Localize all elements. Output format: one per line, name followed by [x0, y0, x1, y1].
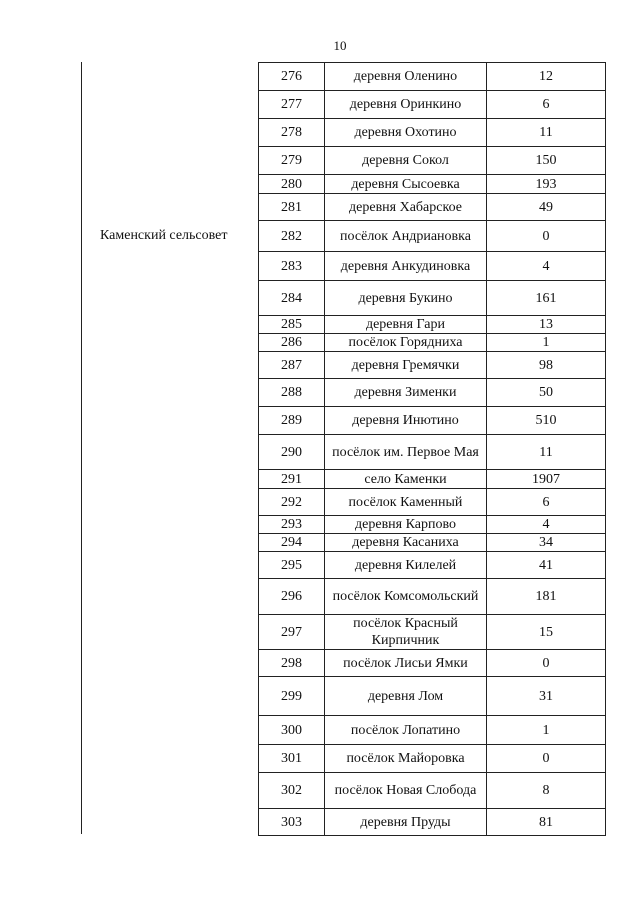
- table-row: [259, 773, 606, 809]
- population-cell: 12: [487, 63, 606, 91]
- row-number-cell: 299: [259, 677, 325, 716]
- population-cell: 31: [487, 677, 606, 716]
- table-row: [259, 194, 606, 221]
- row-number-cell: 284: [259, 281, 325, 316]
- table-row: [259, 175, 606, 194]
- settlement-name-cell: деревня Килелей: [325, 552, 487, 579]
- row-number-cell: 285: [259, 316, 325, 334]
- row-number-cell: 282: [259, 221, 325, 252]
- left-column-border: [81, 62, 82, 834]
- population-cell: 41: [487, 552, 606, 579]
- row-number-cell: 287: [259, 352, 325, 379]
- population-cell: 1: [487, 334, 606, 352]
- table-row: [259, 63, 606, 91]
- table-row: [259, 745, 606, 773]
- settlement-name-cell: деревня Хабарское: [325, 194, 487, 221]
- settlement-name-cell: деревня Охотино: [325, 119, 487, 147]
- settlement-name-cell: посёлок Горядниха: [325, 334, 487, 352]
- settlement-name-cell: деревня Букино: [325, 281, 487, 316]
- population-cell: 11: [487, 119, 606, 147]
- settlement-name-cell: деревня Пруды: [325, 809, 487, 836]
- settlement-name-cell: деревня Анкудиновка: [325, 252, 487, 281]
- population-cell: 4: [487, 252, 606, 281]
- population-cell: 98: [487, 352, 606, 379]
- table-row: [259, 809, 606, 836]
- row-number-cell: 276: [259, 63, 325, 91]
- page-number: 10: [333, 38, 347, 53]
- table-row: [259, 147, 606, 175]
- row-number-cell: 288: [259, 379, 325, 407]
- settlement-name-cell: деревня Лом: [325, 677, 487, 716]
- row-number-cell: 286: [259, 334, 325, 352]
- row-number-cell: 294: [259, 534, 325, 552]
- table-row: [259, 316, 606, 334]
- settlement-name-cell: посёлок Андриановка: [325, 221, 487, 252]
- row-number-cell: 298: [259, 650, 325, 677]
- settlement-name-cell: деревня Сокол: [325, 147, 487, 175]
- row-number-cell: 296: [259, 579, 325, 615]
- settlement-name-cell: посёлок Лопатино: [325, 716, 487, 745]
- settlement-name-cell: деревня Гремячки: [325, 352, 487, 379]
- table-row: [259, 650, 606, 677]
- population-cell: 50: [487, 379, 606, 407]
- row-number-cell: 295: [259, 552, 325, 579]
- settlement-name-cell: деревня Оленино: [325, 63, 487, 91]
- region-name: Каменский сельсовет: [100, 228, 228, 243]
- table-row: [259, 516, 606, 534]
- settlement-name-cell: посёлок Майоровка: [325, 745, 487, 773]
- table-row: [259, 677, 606, 716]
- row-number-cell: 280: [259, 175, 325, 194]
- settlement-name-cell: село Каменки: [325, 470, 487, 489]
- population-cell: 0: [487, 745, 606, 773]
- row-number-cell: 293: [259, 516, 325, 534]
- population-cell: 0: [487, 221, 606, 252]
- table-row: [259, 334, 606, 352]
- row-number-cell: 290: [259, 435, 325, 470]
- table-row: [259, 281, 606, 316]
- table-row: [259, 552, 606, 579]
- settlement-name-cell: деревня Гари: [325, 316, 487, 334]
- table-row: [259, 579, 606, 615]
- row-number-cell: 279: [259, 147, 325, 175]
- population-cell: 81: [487, 809, 606, 836]
- population-cell: 6: [487, 489, 606, 516]
- row-number-cell: 300: [259, 716, 325, 745]
- row-number-cell: 301: [259, 745, 325, 773]
- settlement-name-cell: посёлок Красный Кирпичник: [325, 615, 487, 650]
- population-cell: 6: [487, 91, 606, 119]
- table-row: [259, 119, 606, 147]
- table-row: [259, 435, 606, 470]
- population-cell: 1907: [487, 470, 606, 489]
- settlement-name-cell: деревня Касаниха: [325, 534, 487, 552]
- population-cell: 193: [487, 175, 606, 194]
- row-number-cell: 302: [259, 773, 325, 809]
- table-row: [259, 407, 606, 435]
- population-cell: 11: [487, 435, 606, 470]
- table-row: [259, 252, 606, 281]
- table-row: [259, 352, 606, 379]
- row-number-cell: 303: [259, 809, 325, 836]
- settlement-name-cell: посёлок Каменный: [325, 489, 487, 516]
- settlement-name-cell: посёлок Лисьи Ямки: [325, 650, 487, 677]
- settlement-name-cell: посёлок Комсомольский: [325, 579, 487, 615]
- settlements-table: [258, 62, 606, 836]
- population-cell: 34: [487, 534, 606, 552]
- row-number-cell: 291: [259, 470, 325, 489]
- settlement-name-cell: деревня Инютино: [325, 407, 487, 435]
- population-cell: 15: [487, 615, 606, 650]
- population-cell: 181: [487, 579, 606, 615]
- table-row: [259, 221, 606, 252]
- row-number-cell: 292: [259, 489, 325, 516]
- row-number-cell: 283: [259, 252, 325, 281]
- settlement-name-cell: посёлок Новая Слобода: [325, 773, 487, 809]
- population-cell: 150: [487, 147, 606, 175]
- population-cell: 161: [487, 281, 606, 316]
- table-row: [259, 489, 606, 516]
- table-row: [259, 534, 606, 552]
- row-number-cell: 281: [259, 194, 325, 221]
- table-row: [259, 615, 606, 650]
- population-cell: 13: [487, 316, 606, 334]
- row-number-cell: 278: [259, 119, 325, 147]
- settlement-name-cell: деревня Карпово: [325, 516, 487, 534]
- population-cell: 1: [487, 716, 606, 745]
- settlement-name-cell: посёлок им. Первое Мая: [325, 435, 487, 470]
- row-number-cell: 289: [259, 407, 325, 435]
- row-number-cell: 277: [259, 91, 325, 119]
- table-row: [259, 716, 606, 745]
- population-cell: 510: [487, 407, 606, 435]
- row-number-cell: 297: [259, 615, 325, 650]
- settlement-name-cell: деревня Зименки: [325, 379, 487, 407]
- table-row: [259, 379, 606, 407]
- table-row: [259, 470, 606, 489]
- population-cell: 8: [487, 773, 606, 809]
- settlement-name-cell: деревня Сысоевка: [325, 175, 487, 194]
- population-cell: 0: [487, 650, 606, 677]
- population-cell: 4: [487, 516, 606, 534]
- population-cell: 49: [487, 194, 606, 221]
- table-row: [259, 91, 606, 119]
- settlement-name-cell: деревня Оринкино: [325, 91, 487, 119]
